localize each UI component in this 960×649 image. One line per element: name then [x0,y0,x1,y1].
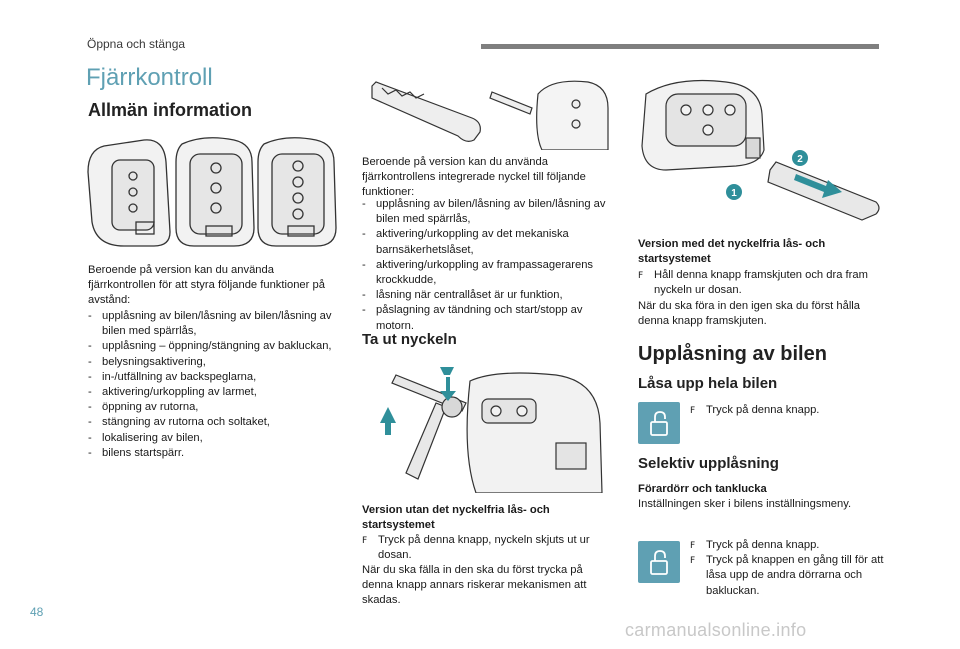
step-item: F Tryck på denna knapp. [690,538,888,553]
integrated-key-illustration [362,74,612,150]
unlock-button-image [638,402,680,444]
key-fobs-illustration [84,132,342,252]
callout-2: 2 [797,154,803,165]
selective-unlock-heading: Selektiv upplåsning [638,455,779,472]
keyless-key-illustration [636,74,884,234]
col1-function-list [88,309,344,461]
key-blade-icon [362,74,612,150]
selective-unlock-button-image [638,541,680,583]
step-item: F Tryck på denna knapp. [690,403,885,418]
step-item: F Tryck på denna knapp, nyckeln skjuts ut ur dosan. [362,533,612,563]
col1-intro: Beroende på version kan du använda fjärrkontrollen för att styra följande funktioner på avstånd: [88,264,325,307]
unlock-icon [638,402,680,444]
driver-door-subheading: Förardörr och tanklucka [638,483,767,495]
list-item: - påslagning av tändning och start/stopp av motorn. [362,303,612,333]
version-without-keyless-title: Version utan det nyckelfria lås- och startsystemet [362,504,550,532]
watermark: carmanualsonline.info [625,620,807,640]
key-release-icon [366,363,606,493]
key-release-illustration [366,363,606,493]
col2-function-list [362,197,612,334]
page-title: Fjärrkontroll [86,64,213,91]
version-with-keyless-note: När du ska föra in den igen ska du först hålla denna knapp framskjuten. [638,300,861,328]
col2-intro: Beroende på version kan du använda fjärrkontrollens integrerade nyckel till följande funktioner: [362,156,586,199]
list-item: - in-/utfällning av backspeglarna, [88,370,344,385]
unlock-all-heading: Låsa upp hela bilen [638,375,778,392]
section-header: Öppna och stänga [87,37,186,51]
settings-note: Inställningen sker i bilens inställningsmeny. [638,498,852,510]
header-rule [481,44,879,49]
list-item: - låsning när centrallåset är ur funktion, [362,288,612,303]
list-item: - upplåsning – öppning/stängning av bakluckan, [88,339,344,354]
unlock-icon [638,541,680,583]
callout-1: 1 [731,188,737,199]
page-number: 48 [30,605,44,619]
list-item: - bilens startspärr. [88,446,344,461]
unlock-all-steps [690,403,885,418]
version-without-keyless-steps [362,533,612,563]
version-with-keyless-title: Version med det nyckelfria lås- och startsystemet [638,238,826,266]
key-fob-icon [84,132,342,252]
selective-unlock-steps [690,538,888,599]
keyless-key-icon [636,74,884,234]
step-item: F Håll denna knapp framskjuten och dra fram nyckeln ur dosan. [638,268,888,298]
list-item: - lokalisering av bilen, [88,431,344,446]
list-item: - öppning av rutorna, [88,400,344,415]
unlocking-heading: Upplåsning av bilen [638,343,827,365]
list-item: - aktivering/urkoppling av larmet, [88,385,344,400]
remove-key-heading: Ta ut nyckeln [362,331,457,348]
list-item: - upplåsning av bilen/låsning av bilen/låsning av bilen med spärrlås, [88,309,344,339]
version-with-keyless-steps [638,268,888,298]
list-item: - stängning av rutorna och soltaket, [88,415,344,430]
general-info-heading: Allmän information [88,100,253,120]
version-without-keyless-note: När du ska fälla in den ska du först trycka på denna knapp annars riskerar mekanismen att skadas. [362,564,587,607]
list-item: - upplåsning av bilen/låsning av bilen/låsning av bilen med spärrlås, [362,197,612,227]
list-item: - belysningsaktivering, [88,355,344,370]
list-item: - aktivering/urkoppling av det mekaniska barnsäkerhetslåset, [362,227,612,257]
step-item: F Tryck på knappen en gång till för att låsa upp de andra dörrarna och bakluckan. [690,553,888,599]
list-item: - aktivering/urkoppling av frampassagerarens krockkudde, [362,258,612,288]
